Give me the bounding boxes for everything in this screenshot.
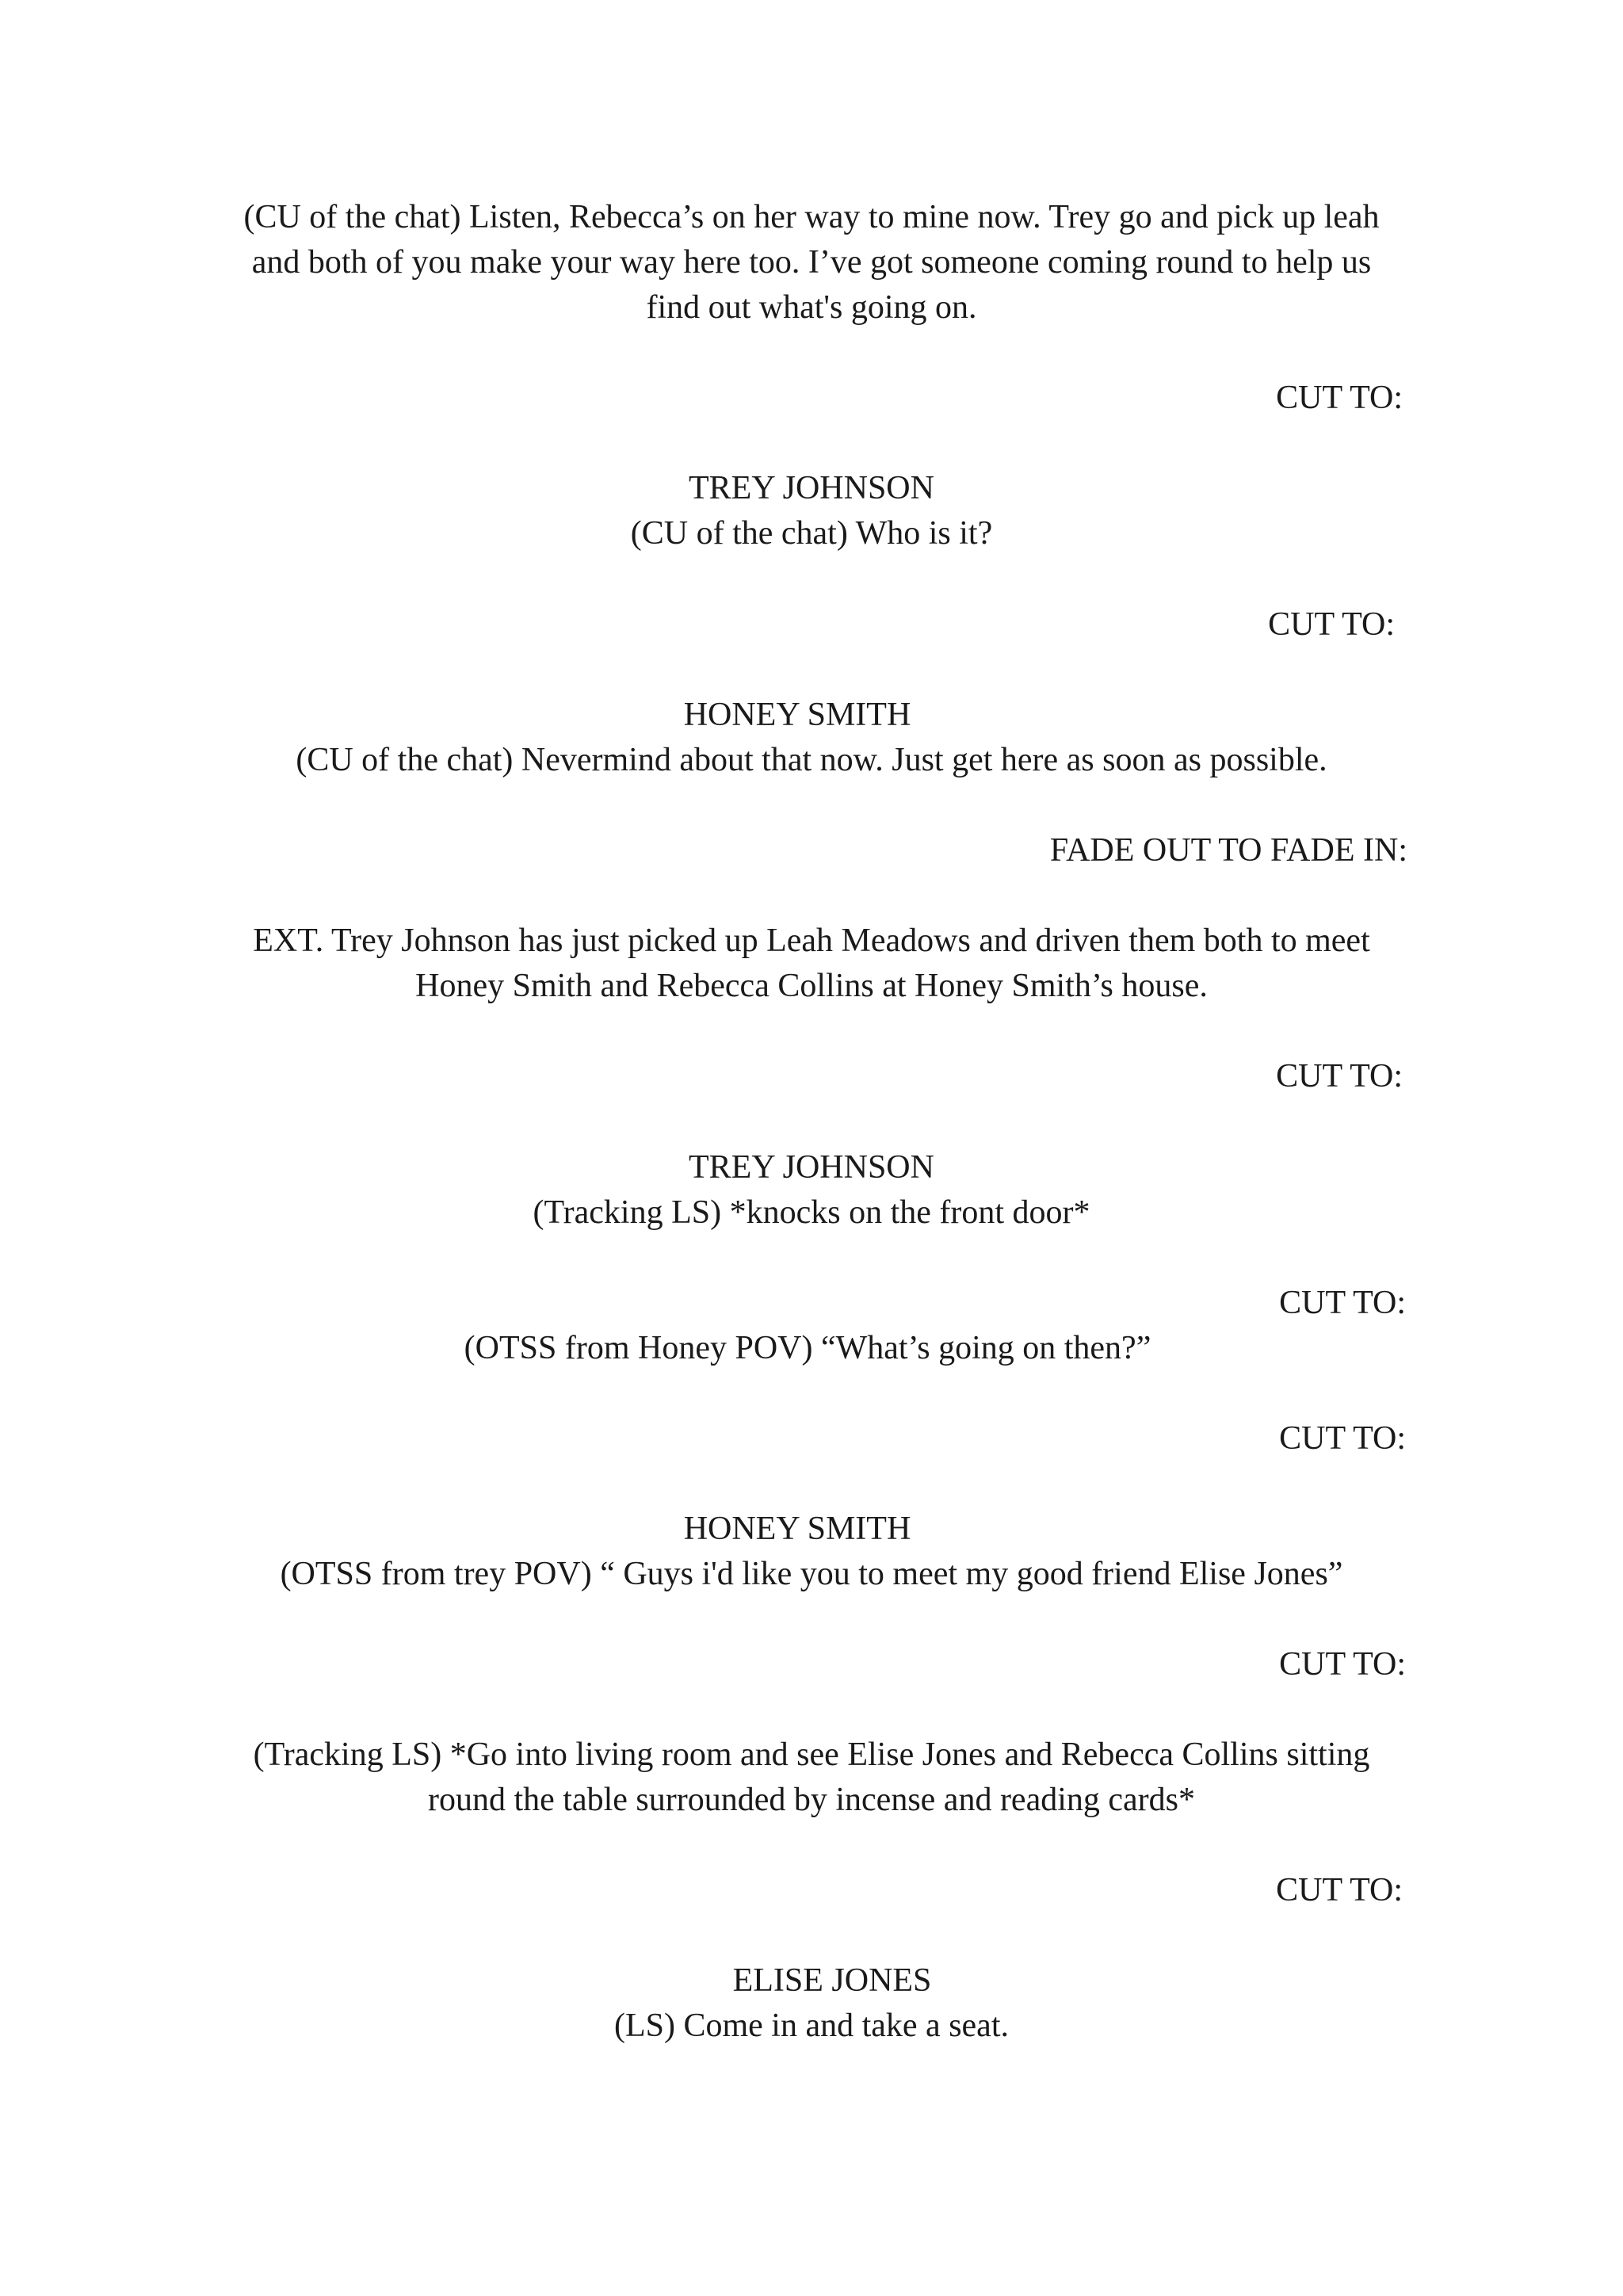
dialogue-line: (LS) Come in and take a seat. — [613, 2008, 1009, 2044]
dialogue-line: (OTSS from Honey POV) “What’s going on then?” — [464, 1330, 1151, 1366]
dialogue-line: (CU of the chat) Nevermind about that now. Just get here as soon as possible. — [296, 742, 1327, 778]
action-line: (Tracking LS) *Go into living room and see Elise Jones and Rebecca Collins sitting — [253, 1736, 1370, 1773]
action-line: find out what's going on. — [646, 289, 977, 326]
transition-cut-to: CUT TO: — [1276, 1058, 1403, 1095]
character-name: HONEY SMITH — [683, 1511, 911, 1547]
character-name: TREY JOHNSON — [689, 1149, 934, 1186]
transition-fade: FADE OUT TO FADE IN: — [1049, 832, 1407, 869]
dialogue-line: (OTSS from trey POV) “ Guys i'd like you to meet my good friend Elise Jones” — [280, 1556, 1343, 1592]
character-name: ELISE JONES — [732, 1962, 932, 1999]
transition-cut-to: CUT TO: — [1268, 606, 1395, 643]
action-line: and both of you make your way here too. I’ve got someone coming round to help us — [251, 244, 1372, 281]
action-line: Honey Smith and Rebecca Collins at Honey Smith’s house. — [415, 968, 1208, 1004]
action-line: round the table surrounded by incense and reading cards* — [427, 1782, 1195, 1818]
transition-cut-to: CUT TO: — [1279, 1646, 1406, 1683]
dialogue-line: (Tracking LS) *knocks on the front door* — [533, 1194, 1090, 1231]
character-name: HONEY SMITH — [683, 697, 911, 733]
transition-cut-to: CUT TO: — [1276, 380, 1403, 416]
transition-cut-to: CUT TO: — [1279, 1285, 1406, 1321]
transition-cut-to: CUT TO: — [1279, 1420, 1406, 1457]
transition-cut-to: CUT TO: — [1276, 1872, 1403, 1908]
dialogue-line: (CU of the chat) Who is it? — [630, 515, 993, 552]
action-line: (CU of the chat) Listen, Rebecca’s on her way to mine now. Trey go and pick up leah — [243, 199, 1380, 235]
action-line: EXT. Trey Johnson has just picked up Leah Meadows and driven them both to meet — [253, 923, 1370, 959]
character-name: TREY JOHNSON — [689, 470, 934, 506]
